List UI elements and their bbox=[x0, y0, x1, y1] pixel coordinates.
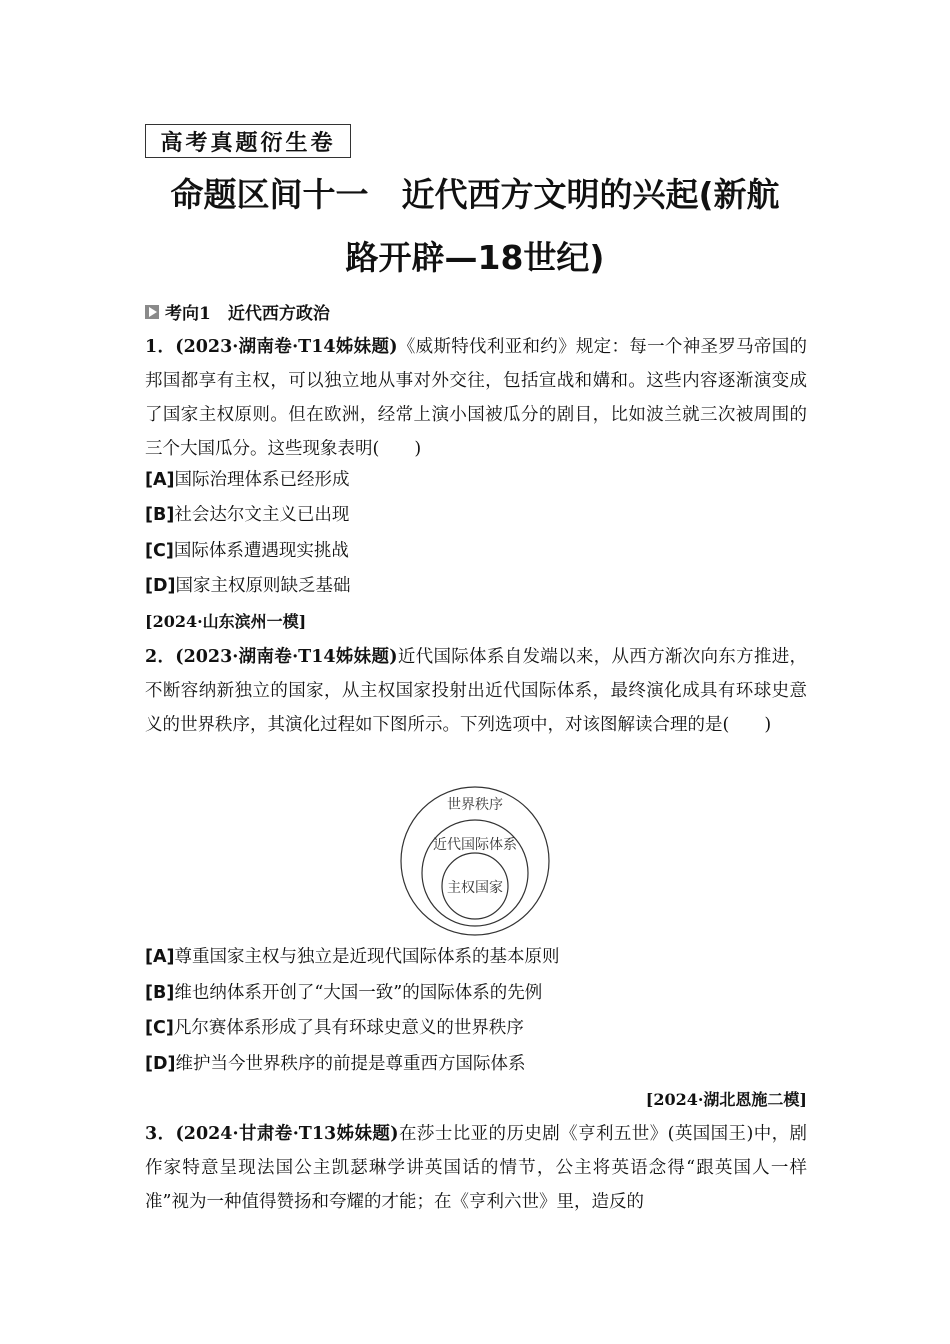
section-heading bbox=[145, 299, 330, 324]
section-label: 考向1 近代西方政治 bbox=[165, 304, 330, 324]
play-triangle-icon bbox=[145, 305, 159, 319]
q1-option-c[interactable]: [C]国际体系遭遇现实挑战 bbox=[145, 541, 349, 561]
q2-option-d[interactable]: [D]维护当今世界秩序的前提是尊重西方国际体系 bbox=[145, 1054, 526, 1074]
q2-answer-source: [2024·湖北恩施二模] bbox=[645, 1090, 807, 1109]
outer-label: 世界秩序 bbox=[447, 797, 503, 813]
question-text: 近代国际体系自发端以来，从西方渐次向东方推进，不断容纳新独立的国家，从主权国家投射出近代国际体系，最终演化成具有环球史意义的世界秩序，其演化过程如下图所示。下列选项中，对该图解读合理的是( ) bbox=[145, 647, 808, 735]
question-2 bbox=[145, 640, 807, 742]
question-source: (2023·湖南卷·T14姊妹题) bbox=[175, 647, 398, 667]
page-title-line2: 路开辟—18世纪) bbox=[345, 238, 605, 277]
q1-option-b[interactable]: [B]社会达尔文主义已出现 bbox=[145, 505, 350, 525]
q2-option-c[interactable]: [C]凡尔赛体系形成了具有环球史意义的世界秩序 bbox=[145, 1018, 524, 1038]
question-number: 3． bbox=[145, 1124, 176, 1144]
exam-banner: 高考真题衍生卷 bbox=[145, 124, 351, 158]
q2-option-a[interactable]: [A]尊重国家主权与独立是近现代国际体系的基本原则 bbox=[145, 947, 560, 967]
question-text: 在莎士比亚的历史剧《亨利五世》(英国国王)中，剧作家特意呈现法国公主凯瑟琳学讲英国话的情节，公主将英语念得“跟英国人一样准”视为一种值得赞扬和夸耀的才能；在《亨利六世》里，造反的 bbox=[145, 1124, 808, 1212]
question-source: (2024·甘肃卷·T13姊妹题) bbox=[175, 1124, 399, 1144]
question-text: 《威斯特伐利亚和约》规定：每一个神圣罗马帝国的邦国都享有主权，可以独立地从事对外交往，包括宣战和媾和。这些内容逐渐演变成了国家主权原则。但在欧洲，经常上演小国被瓜分的剧目，比如波兰就三次被周围的三个大国瓜分。这些现象表明( ) bbox=[145, 337, 808, 459]
q1-option-a[interactable]: [A]国际治理体系已经形成 bbox=[145, 470, 350, 490]
nested-circles-diagram bbox=[395, 785, 555, 937]
question-1 bbox=[145, 330, 807, 466]
question-number: 1． bbox=[145, 337, 176, 357]
question-3 bbox=[145, 1117, 807, 1219]
page-title-line1: 命题区间十一 近代西方文明的兴起(新航 bbox=[170, 175, 780, 214]
question-source: (2023·湖南卷·T14姊妹题) bbox=[175, 337, 398, 357]
q1-answer-source: [2024·山东滨州一模] bbox=[145, 612, 307, 631]
inner-label: 主权国家 bbox=[447, 880, 503, 896]
middle-label: 近代国际体系 bbox=[433, 837, 517, 853]
question-number: 2． bbox=[145, 647, 176, 667]
q2-option-b[interactable]: [B]维也纳体系开创了“大国一致”的国际体系的先例 bbox=[145, 983, 543, 1003]
q1-option-d[interactable]: [D]国家主权原则缺乏基础 bbox=[145, 576, 351, 596]
middle-circle bbox=[422, 820, 528, 926]
